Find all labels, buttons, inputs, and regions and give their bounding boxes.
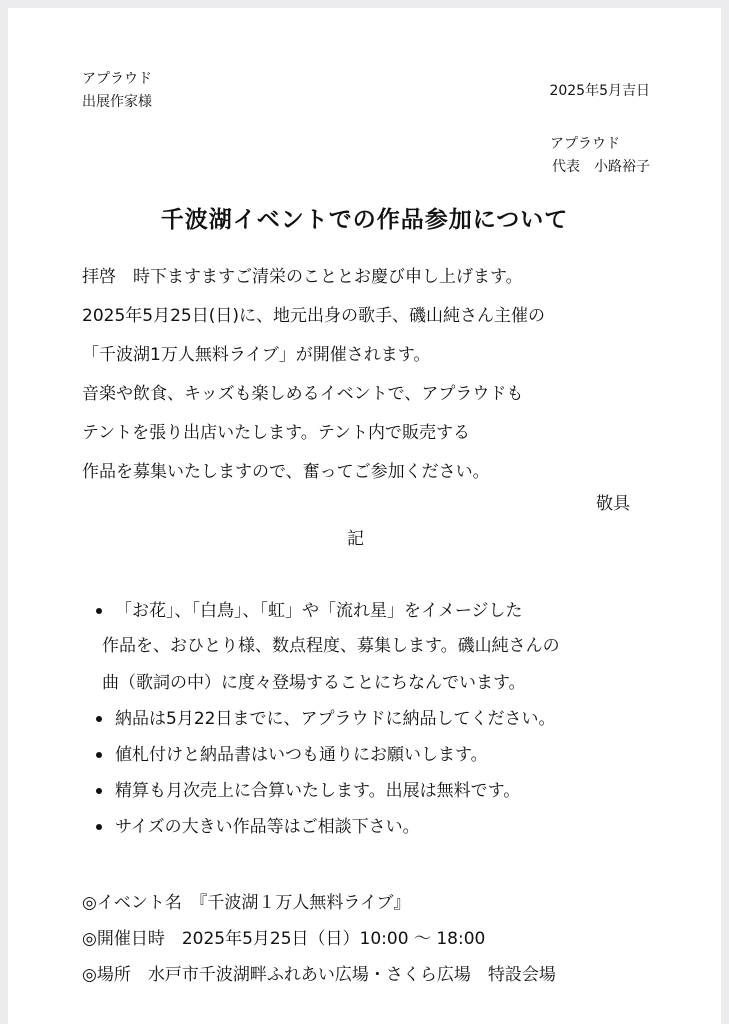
document-page: [8, 8, 721, 1024]
bullet-1-line-1: 「お花」、「白鳥」、「虹」や「流れ星」をイメージした: [115, 601, 523, 621]
document-title: 千波湖イベントでの作品参加について: [160, 207, 569, 233]
bullet-3-text: 値札付けと納品書はいつも通りにお願いします。: [115, 745, 488, 765]
sender-representative: 代表 小路裕子: [552, 159, 650, 175]
bullet-marker-5: [96, 824, 102, 830]
recipient-line2: 出展作家様: [82, 94, 152, 110]
detail-event-datetime: ◎開催日時 2025年5月25日（日）10:00 ～ 18:00: [82, 929, 486, 949]
bullet-marker-4: [96, 788, 102, 794]
detail-event-name: ◎イベント名 『千波湖１万人無料ライブ』: [82, 893, 411, 913]
closing-keigu: 敬具: [596, 494, 630, 514]
sender-company: アプラウド: [550, 136, 620, 152]
document-date: 2025年5月吉日: [549, 83, 650, 99]
body-line-4: 音楽や飲食、キッズも楽しめるイベントで、アプラウドも: [82, 384, 524, 404]
bullet-1-line-3: 曲（歌詞の中）に度々登場することにちなんでいます。: [102, 673, 526, 693]
bullet-marker-2: [96, 716, 102, 722]
bullet-marker-1: [96, 608, 102, 614]
bullet-4-text: 精算も月次売上に合算いたします。出展は無料です。: [115, 781, 521, 801]
bullet-5-text: サイズの大きい作品等はご相談下さい。: [115, 817, 420, 837]
ki-heading: 記: [347, 529, 364, 549]
body-line-3: 「千波湖1万人無料ライブ」が開催されます。: [82, 345, 431, 365]
bullet-2-text: 納品は5月22日までに、アプラウドに納品してください。: [115, 709, 556, 729]
bullet-marker-3: [96, 752, 102, 758]
recipient-line1: アプラウド: [82, 71, 152, 87]
body-line-2: 2025年5月25日(日)に、地元出身の歌手、磯山純さん主催の: [82, 306, 545, 326]
body-line-5: テントを張り出店いたします。テント内で販売する: [82, 423, 470, 443]
detail-event-location: ◎場所 水戸市千波湖畔ふれあい広場・さくら広場 特設会場: [82, 965, 556, 985]
body-line-6: 作品を募集いたしますので、奮ってご参加ください。: [82, 462, 490, 482]
body-line-1: 拝啓 時下ますますご清栄のこととお慶び申し上げます。: [82, 267, 523, 287]
bullet-1-line-2: 作品を、おひとり様、数点程度、募集します。磯山純さんの: [102, 636, 560, 656]
